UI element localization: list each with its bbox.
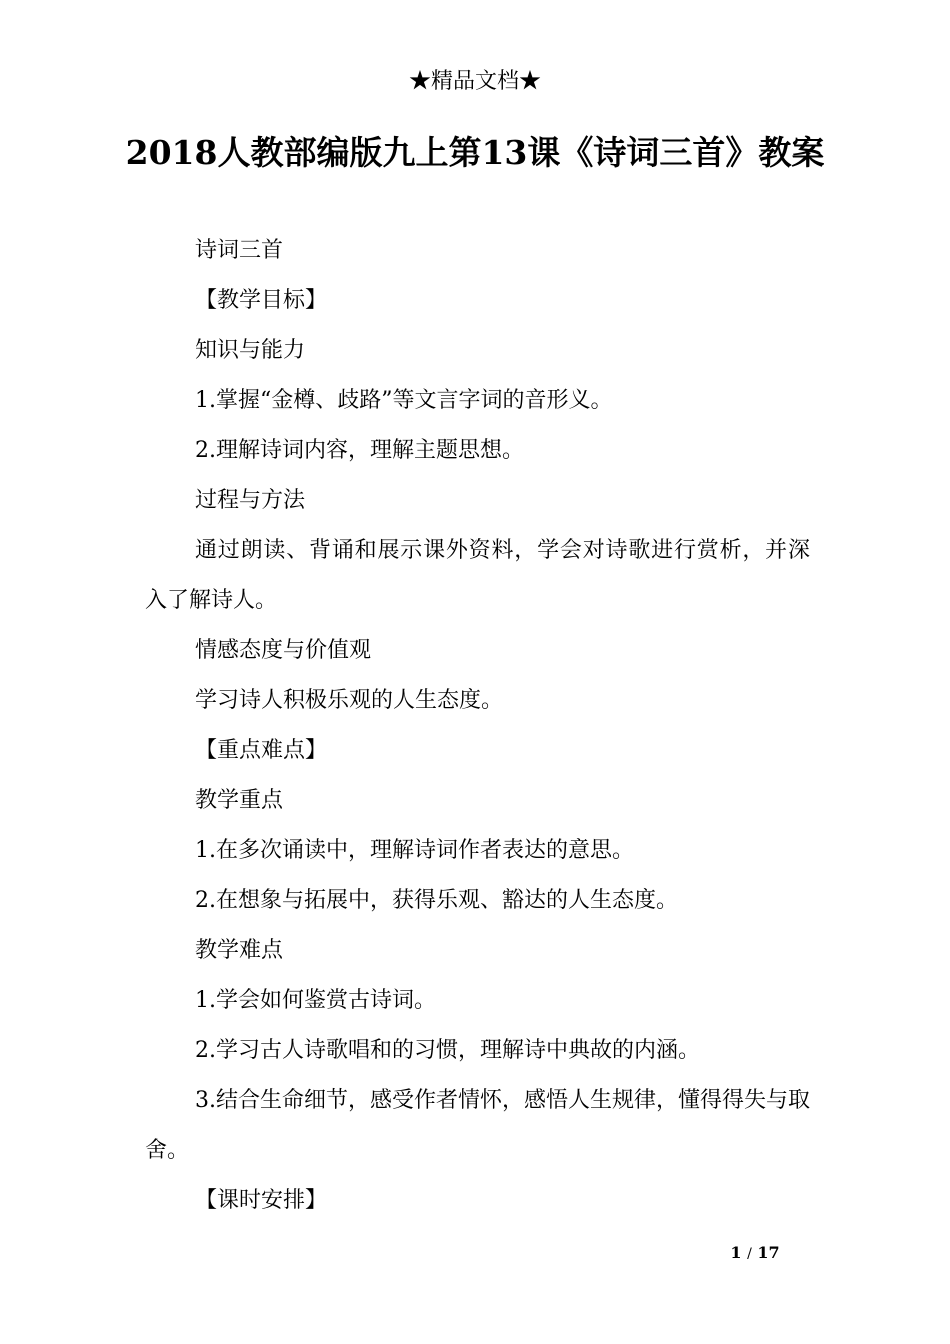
- document-body: [145, 226, 810, 1226]
- page-header: ★精品文档★: [408, 69, 541, 94]
- heading-teaching-objectives: 【教学目标】: [195, 288, 328, 313]
- section-heading-poems: 诗词三首: [195, 238, 284, 263]
- difficult-point-item-3: 3.结合生命细节，感受作者情怀，感悟人生规律，懂得得失与取舍。: [145, 1088, 810, 1163]
- heading-key-difficult-points: 【重点难点】: [195, 738, 328, 763]
- subheading-difficult-points: 教学难点: [195, 938, 284, 963]
- subheading-process-method: 过程与方法: [195, 488, 306, 513]
- page-number-separator: /: [747, 1246, 752, 1262]
- key-point-item-1: 1.在多次诵读中，理解诗词作者表达的意思。: [195, 838, 634, 863]
- subheading-emotion-values: 情感态度与价值观: [195, 638, 372, 663]
- heading-class-schedule: 【课时安排】: [195, 1188, 328, 1213]
- page-number: [700, 1240, 810, 1267]
- difficult-point-item-1: 1.学会如何鉴赏古诗词。: [195, 988, 436, 1013]
- difficult-point-item-2: 2.学习古人诗歌唱和的习惯，理解诗中典故的内涵。: [195, 1038, 700, 1063]
- objective-item-1: 1.掌握“金樽、歧路”等文言字词的音形义。: [195, 388, 613, 413]
- current-page-number: 1: [730, 1243, 742, 1262]
- objective-item-2: 2.理解诗词内容，理解主题思想。: [195, 438, 524, 463]
- document-title: 2018人教部编版九上第13课《诗词三首》教案: [125, 133, 825, 172]
- process-method-text: 通过朗读、背诵和展示课外资料，学会对诗歌进行赏析，并深入了解诗人。: [145, 538, 810, 613]
- emotion-values-text: 学习诗人积极乐观的人生态度。: [195, 688, 504, 713]
- subheading-key-points: 教学重点: [195, 788, 284, 813]
- subheading-knowledge-ability: 知识与能力: [195, 338, 306, 363]
- key-point-item-2: 2.在想象与拓展中，获得乐观、豁达的人生态度。: [195, 888, 678, 913]
- total-page-count: 17: [757, 1243, 780, 1262]
